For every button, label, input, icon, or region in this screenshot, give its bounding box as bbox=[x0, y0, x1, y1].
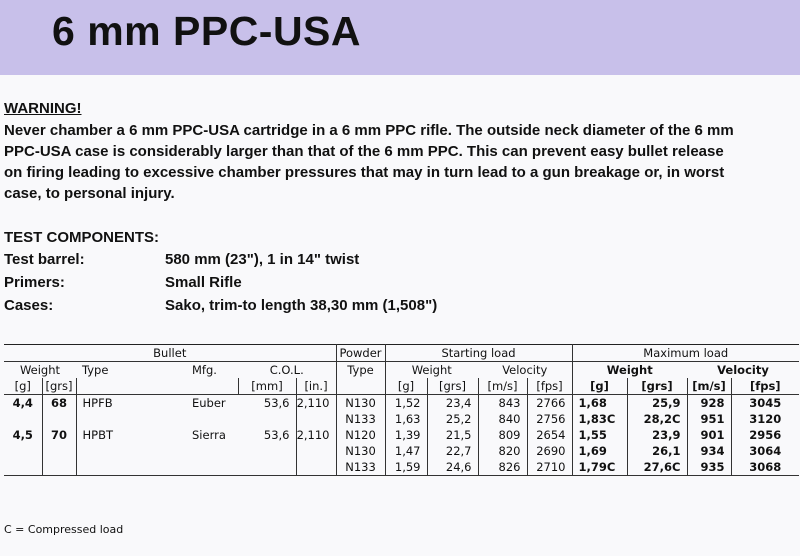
max-weight-grs: 27,6C bbox=[627, 459, 687, 476]
unit-max-fps: [fps] bbox=[731, 378, 799, 395]
start-velocity-fps: 2756 bbox=[527, 411, 572, 427]
col-mm: 53,6 bbox=[263, 396, 290, 410]
table-row bbox=[4, 443, 799, 459]
start-velocity-header: Velocity bbox=[502, 363, 548, 377]
component-value: Small Rifle bbox=[165, 274, 242, 291]
bullet-type: HPBT bbox=[76, 427, 186, 443]
start-weight-grs: 22,7 bbox=[427, 443, 478, 459]
max-velocity-fps: 2956 bbox=[731, 427, 799, 443]
max-velocity-ms: 901 bbox=[687, 427, 731, 443]
start-weight-g: 1,63 bbox=[385, 411, 427, 427]
bullet-weight-header: Weight bbox=[19, 363, 61, 377]
bullet-weight-g: 4,4 bbox=[12, 396, 33, 410]
powder-header: Powder bbox=[336, 345, 385, 362]
start-weight-header: Weight bbox=[385, 362, 478, 379]
start-velocity-ms: 840 bbox=[478, 411, 527, 427]
warning-line: case, to personal injury. bbox=[4, 185, 175, 202]
warning-heading: WARNING! bbox=[4, 100, 82, 117]
max-weight-g: 1,68 bbox=[572, 395, 627, 412]
unit-ms: [m/s] bbox=[478, 378, 527, 395]
start-velocity-ms: 809 bbox=[478, 427, 527, 443]
bullet-header: Bullet bbox=[4, 345, 336, 362]
page-title: 6 mm PPC-USA bbox=[52, 8, 362, 54]
powder-type: N133 bbox=[336, 459, 385, 476]
components-heading: TEST COMPONENTS: bbox=[4, 229, 160, 246]
unit-max-ms: [m/s] bbox=[687, 378, 731, 395]
start-velocity-ms: 843 bbox=[478, 395, 527, 412]
start-velocity-fps: 2690 bbox=[527, 443, 572, 459]
load-data-table bbox=[4, 344, 799, 476]
start-weight-grs: 21,5 bbox=[427, 427, 478, 443]
col-in: 2,110 bbox=[296, 395, 336, 412]
max-weight-grs: 26,1 bbox=[627, 443, 687, 459]
max-weight-g: 1,69 bbox=[572, 443, 627, 459]
col-in: 2,110 bbox=[296, 427, 336, 443]
bullet-mfg: Euber bbox=[192, 396, 226, 410]
start-velocity-ms: 820 bbox=[478, 443, 527, 459]
powder-type: N130 bbox=[336, 395, 385, 412]
bullet-type-header: Type bbox=[82, 363, 109, 377]
start-weight-grs: 23,4 bbox=[427, 395, 478, 412]
unit-max-grs: [grs] bbox=[627, 378, 687, 395]
start-weight-g: 1,52 bbox=[385, 395, 427, 412]
warning-text bbox=[4, 120, 800, 204]
max-velocity-ms: 951 bbox=[687, 411, 731, 427]
unit-in: [in.] bbox=[296, 378, 336, 395]
bullet-type: HPFB bbox=[76, 395, 186, 412]
title-banner bbox=[0, 0, 800, 75]
max-weight-g: 1,55 bbox=[572, 427, 627, 443]
max-velocity-ms: 935 bbox=[687, 459, 731, 476]
max-weight-grs: 23,9 bbox=[627, 427, 687, 443]
component-label: Primers: bbox=[4, 274, 65, 291]
component-label: Cases: bbox=[4, 297, 54, 314]
powder-type: N130 bbox=[336, 443, 385, 459]
max-weight-g: 1,83C bbox=[572, 411, 627, 427]
start-velocity-ms: 826 bbox=[478, 459, 527, 476]
unit-grs: [grs] bbox=[42, 378, 76, 395]
mfg-header: Mfg. bbox=[192, 363, 217, 377]
start-velocity-fps: 2710 bbox=[527, 459, 572, 476]
component-value: 580 mm (23"), 1 in 14" twist bbox=[165, 251, 360, 268]
start-weight-g: 1,39 bbox=[385, 427, 427, 443]
max-weight-grs: 25,9 bbox=[627, 395, 687, 412]
max-weight-grs: 28,2C bbox=[627, 411, 687, 427]
start-velocity-fps: 2766 bbox=[527, 395, 572, 412]
table-row bbox=[4, 459, 799, 476]
warning-line: on firing leading to excessive chamber pressures that may in turn lead to a gun breakage or, in worst bbox=[4, 164, 725, 181]
starting-load-header: Starting load bbox=[385, 345, 572, 362]
col-header: C.O.L. bbox=[269, 363, 304, 377]
max-velocity-header: Velocity bbox=[717, 363, 769, 377]
max-velocity-fps: 3045 bbox=[731, 395, 799, 412]
table-row bbox=[4, 427, 799, 443]
max-velocity-fps: 3068 bbox=[731, 459, 799, 476]
unit-g: [g] bbox=[4, 378, 42, 395]
powder-type: N120 bbox=[336, 427, 385, 443]
bullet-weight-g: 4,5 bbox=[12, 428, 33, 442]
bullet-weight-grs: 70 bbox=[42, 427, 76, 443]
bullet-mfg: Sierra bbox=[192, 428, 226, 442]
powder-type-header: Type bbox=[336, 362, 385, 379]
warning-line: PPC-USA case is considerably larger than that of the 6 mm PPC. This can prevent easy bullet release bbox=[4, 143, 724, 160]
max-velocity-ms: 928 bbox=[687, 395, 731, 412]
footnote: C = Compressed load bbox=[4, 523, 124, 536]
powder-type: N133 bbox=[336, 411, 385, 427]
start-weight-grs: 24,6 bbox=[427, 459, 478, 476]
component-label: Test barrel: bbox=[4, 251, 85, 268]
table-row bbox=[4, 395, 799, 412]
col-mm: 53,6 bbox=[263, 428, 290, 442]
start-weight-grs: 25,2 bbox=[427, 411, 478, 427]
table-row bbox=[4, 411, 799, 427]
warning-line: Never chamber a 6 mm PPC-USA cartridge in a 6 mm PPC rifle. The outside neck diameter of the 6 mm bbox=[4, 122, 734, 139]
max-weight-header: Weight bbox=[572, 362, 687, 379]
unit-max-g: [g] bbox=[572, 378, 627, 395]
max-weight-g: 1,79C bbox=[572, 459, 627, 476]
start-weight-g: 1,47 bbox=[385, 443, 427, 459]
max-velocity-ms: 934 bbox=[687, 443, 731, 459]
unit-fps: [fps] bbox=[527, 378, 572, 395]
start-weight-g: 1,59 bbox=[385, 459, 427, 476]
maximum-load-header: Maximum load bbox=[572, 345, 799, 362]
max-velocity-fps: 3120 bbox=[731, 411, 799, 427]
unit-mm: [mm] bbox=[238, 378, 296, 395]
unit-powder-g: [g] bbox=[385, 378, 427, 395]
bullet-weight-grs: 68 bbox=[42, 395, 76, 412]
component-value: Sako, trim-to length 38,30 mm (1,508") bbox=[165, 297, 438, 314]
max-velocity-fps: 3064 bbox=[731, 443, 799, 459]
unit-powder-grs: [grs] bbox=[427, 378, 478, 395]
start-velocity-fps: 2654 bbox=[527, 427, 572, 443]
